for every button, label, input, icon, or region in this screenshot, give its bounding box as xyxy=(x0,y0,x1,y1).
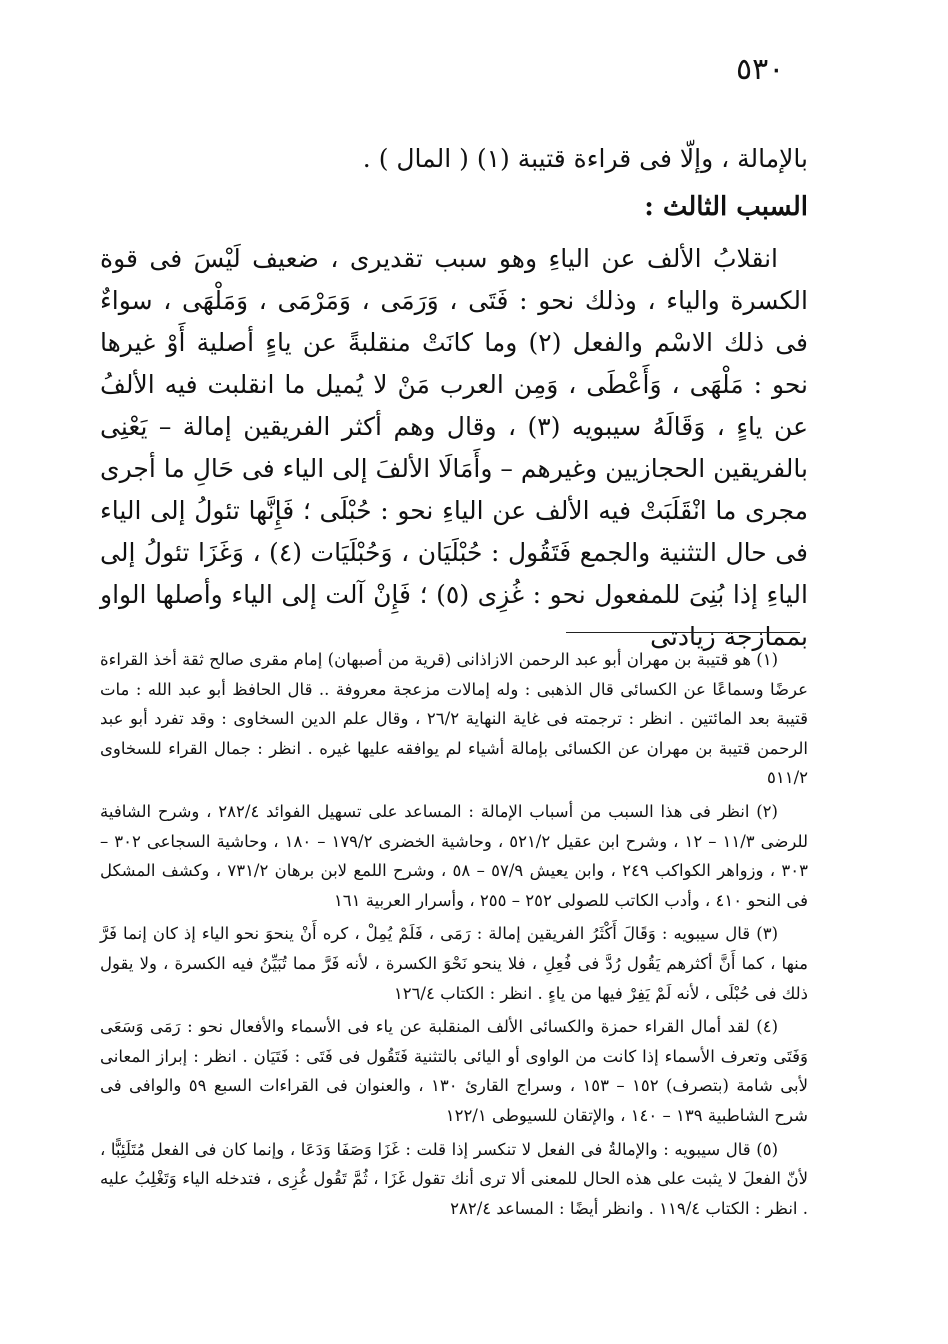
footnote-3: (٣) قال سيبويه : وَقَالَ أَكْثَرُ الفريقين إمالة : رَمَى ، فَلَمْ يُمِلْ ، كره أَنْ ينحوَ نحو الياء إذ كان إنما فَرَّ منها ، كما أَنَّ أكثرهم يَقُول رُدَّ فى فُعِلِ ، فلا ينحو نَحْوَ الكسرة ، لأنه فَرَّ مما تُبَيِّنُ فيه الكسرة ، ولا يقول ذلك فى حُبْلَى ، لأنه لَمْ يَفِرْ فيها من ياءٍ . انظر : الكتاب ١٢٦/٤ xyxy=(100,924,808,1003)
footnote-4: (٤) لقد أمال القراء حمزة والكسائى الألف المنقلبة عن ياء فى الأسماء والأفعال نحو : رَمَى وَسَعَى وَفَتَى وتعرف الأسماء إذا كانت من الواوى أو اليائى بالتثنية فَتَقُول فى فَتَى : فَتَيَان . انظر : إبراز المعانى لأبى شامة (بتصرف) ١٥٢ – ١٥٣ ، وسراج القارئ ١٣٠ ، والعنوان فى القراءات السبع ٥٩ والوافى فى شرح الشاطبية ١٣٩ – ١٤٠ ، والإتقان للسيوطى ١٢٢/١ xyxy=(100,1017,808,1125)
main-text xyxy=(100,138,808,658)
body-paragraph: انقلابُ الألف عن الياءِ وهو سبب تقديرى ، ضعيف لَيْسَ فى قوة الكسرة والياء ، وذلك نحو : فَتَى ، وَرَمَى ، وَمَرْمَى ، وَمَلْهَى ، سواءٌ فى ذلك الاسْم والفعل (٢) وما كانَتْ منقلبةً عن ياءٍ أصلية أَوْ غيرها نحو : مَلْهَى ، وَأَعْطَى ، وَمِن العرب مَنْ لا يُميل ما انقلبت فيه الألفُ عن ياءٍ ، وَقَالَهُ سيبويه (٣) ، وقال وهم أكثر الفريقين إمالة – يَعْنِى بالفريقين الحجازيين وغيرهم – وأَمَالَا الألفَ إلى الياء فى حَالِ ما أجرى مجرى ما انْقَلَبَتْ فيه الألف عن الياءِ نحو : حُبْلَى ؛ فَإِنَّها تئولُ إلى الياء فى حال التثنية والجمع فَتَقُول : حُبْلَيَان ، وَحُبْلَيَات (٤) ، وَغَزَا تئولُ إلى الياءِ إذا بُنِىَ للمفعول نحو : غُزِى (٥) ؛ فَإِنْ آلت إلى الياء وأصلها الواو بممازجة زيادتى xyxy=(100,244,808,651)
footnote-2: (٢) انظر فى هذا السبب من أسباب الإمالة : المساعد على تسهيل الفوائد ٢٨٢/٤ ، وشرح الشافية للرضى ١١/٣ – ١٢ ، وشرح ابن عقيل ٥٢١/٢ ، وحاشية الخضرى ١٧٩/٢ – ١٨٠ ، وحاشية السجاعى ٣٠٢ – ٣٠٣ ، وزواهر الكواكب ٢٤٩ ، وابن يعيش ٥٧/٩ – ٥٨ ، وشرح اللمع لابن برهان ٧٣١/٢ ، وكشف المشكل فى النحو ٤١٠ ، وأدب الكاتب للصولى ٢٥٢ – ٢٥٥ ، وأسرار العربية ١٦١ xyxy=(100,801,809,910)
section-heading: السبب الثالث : xyxy=(644,192,808,222)
continued-line: بالإمالة ، وإلّا فى قراءة قتيبة (١) ( المال ) . xyxy=(362,144,808,173)
footnote-1: (١) هو قتيبة بن مهران أبو عبد الرحمن الازاذانى (قرية من أصبهان) إمام مقرى صالح ثقة أخذ القراءة عرضًا وسماعًا عن الكسائى قال الذهبى : وله إمالات مزعجة معروفة .. قال الحافظ أبو عبد الله : مات قتيبة بعد المائتين . انظر : ترجمته فى غاية النهاية ٢٦/٢ ، وقال علم الدين السخاوى : وقد تفرد أبو عبد الرحمن قتيبة بن مهران عن الكسائى بإمالة أشياء لم يوافقه عليها غيره . انظر : جمال القراء للسخاوى ٥١١/٢ xyxy=(100,650,808,788)
footnotes xyxy=(100,645,808,1227)
footnote-separator xyxy=(566,632,800,633)
footnote-5: (٥) قال سيبويه : والإمالةُ فى الفعل لا تنكسر إذا قلت : غَزَا وَصَفَا وَدَعَا ، وإنما كان فى الفعل مُتَلَئِبًّا ، لأنّ الفعلَ لا يثبت على هذه الحال للمعنى ألا ترى أنك تقول غَزَا ، ثُمَّ تَقُول غُزِى ، فتدخله الياء وَتَغْلِبُ عليه . انظر : الكتاب ١١٩/٤ . وانظر أيضًا : المساعد ٢٨٢/٤ xyxy=(100,1139,808,1218)
page-number: ٥٣٠ xyxy=(736,52,785,87)
